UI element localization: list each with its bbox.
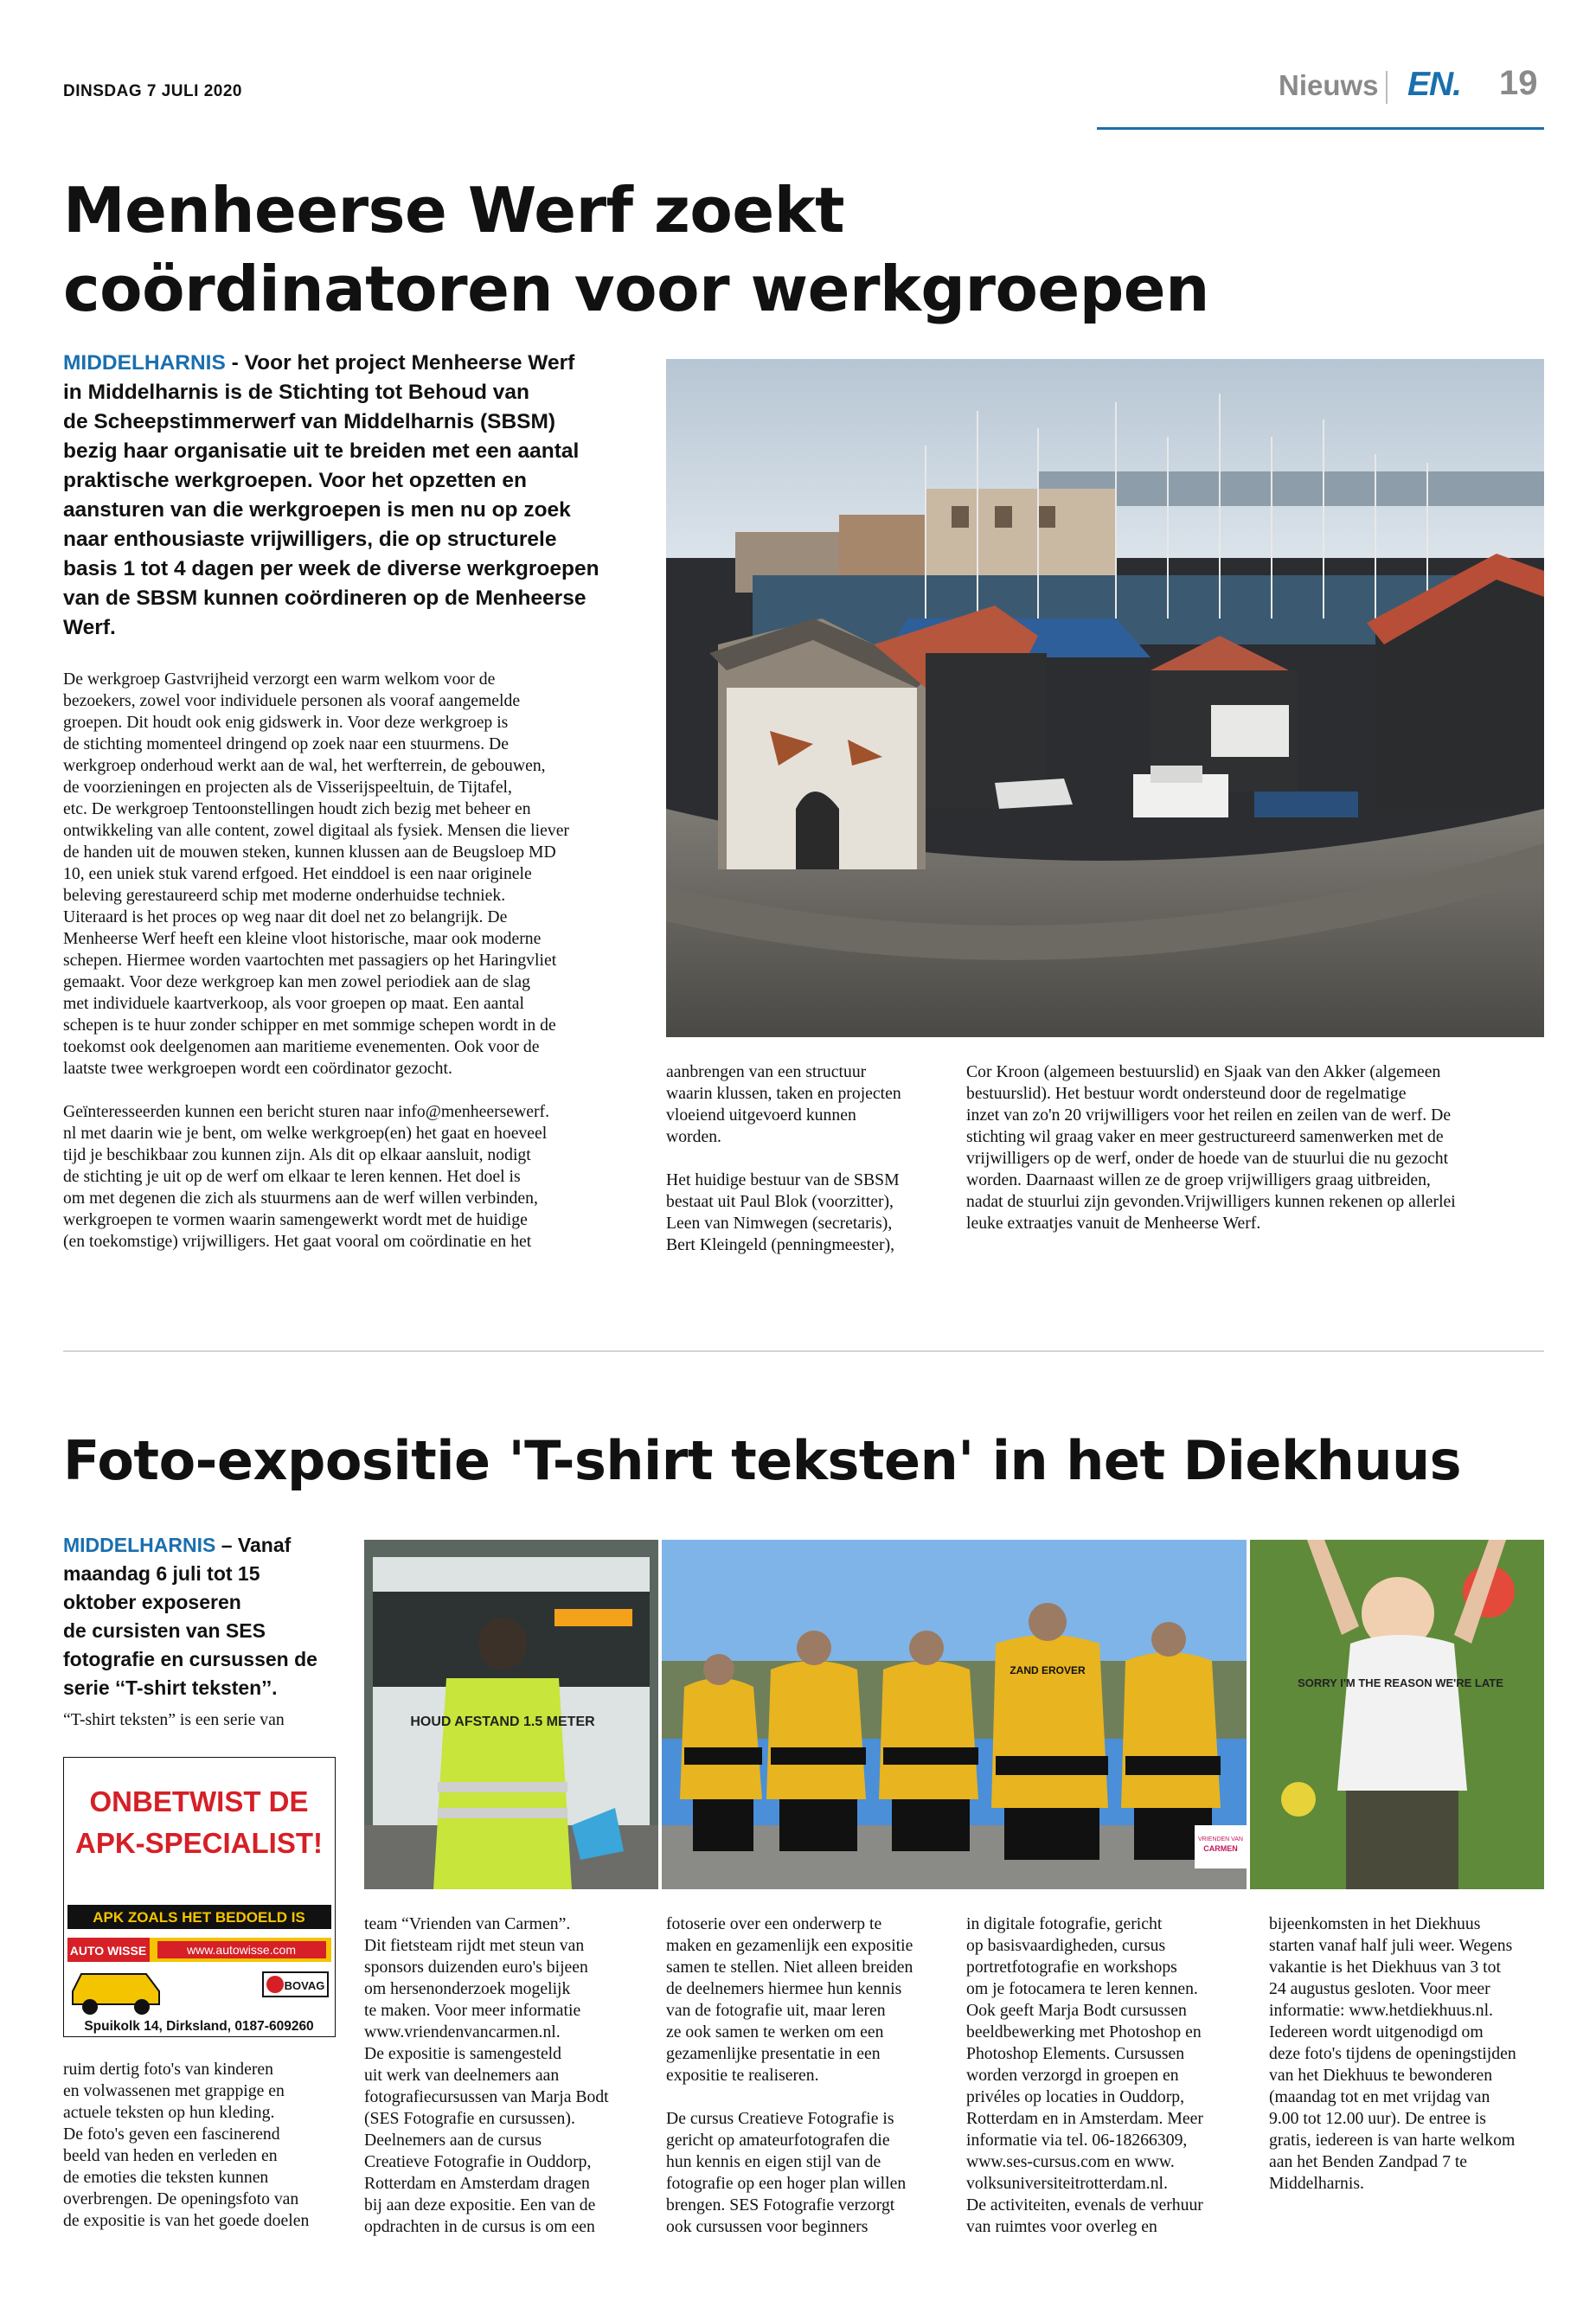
header-rule [1097,127,1544,130]
body-paragraph: aanbrengen van een structuur waarin klussen, taken en projecten vloeiend uitgevoerd kunnen worden. [666,1062,901,1146]
intro-line: basis 1 tot 4 dagen per week de diverse werkgroepen [63,557,599,580]
jersey-text: ZAND EROVER [1010,1664,1086,1676]
body-paragraph: fotoserie over een onderwerp te maken en gezamenlijk een expositie samen te stellen. Niet alleen breiden de deelnemers hiermee hun kennis van de fotografie uit, maar leren ze ook samen te werken om een gezamenlijke presentatie in een expositie te realiseren. [666,1914,913,2085]
intro-line: Werf. [63,616,116,639]
article2-intro [63,1531,357,1702]
article1-column-3 [966,1061,1554,1256]
headline-line: coördinatoren voor werkgroepen [63,253,1209,325]
intro-line: fotografie en cursussen de [63,1648,317,1670]
intro-line: maandag 6 juli tot 15 [63,1562,260,1585]
photo-strip-illustration [364,1540,1544,1889]
body-paragraph: Cor Kroon (algemeen bestuurslid) en Sjaak van den Akker (algemeen bestuurslid). Het bestuur wordt ondersteund door de regelmatige inzet van zo'n 20 vrijwilligers voor het reilen en zeilen van de werf. De stichting wil graag vaker en meer gestructureerd samenwerken met de vrijwilligers op de werf, onder de hoede van de stuurlui die nu gezocht worden. Daarnaast willen ze de groep vrijwilligers graag uitbreiden, nadat de stuurlui zijn gevonden.Vrijwilligers kunnen rekenen op allerlei leuke extraatjes vanuit de Menheerse Werf. [966,1062,1456,1233]
article2-column-3 [666,1913,952,2259]
ad-banner: APK ZOALS HET BEDOELD IS [93,1909,305,1926]
intro-place: MIDDELHARNIS [63,1534,216,1556]
intro-line: aansturen van die werkgroepen is men nu op zoek [63,498,571,522]
article2-column-2 [364,1913,650,2259]
body-paragraph: bijeenkomsten in het Diekhuus starten vanaf half juli weer. Wegens vakantie is het Diekhuus van 3 tot 24 augustus gesloten. Voor meer informatie: www.hetdiekhuus.nl. Iedereen wordt uitgenodigd om deze foto's tijdens de openingstijden van het Diekhuus te bewonderen (maandag tot en met vrijdag van 9.00 tot 12.00 uur). De entree is gratis, iedereen is van harte welkom aan het Benden Zandpad 7 te Middelharnis. [1269,1914,1516,2193]
ad-bovag: BOVAG [284,1979,325,1992]
body-paragraph: in digitale fotografie, gericht op basisvaardigheden, cursus portretfotografie en workshops om je fotocamera te leren kennen. Ook geeft Marja Bodt cursussen beeldbewerking met Photoshop en Photoshop Elements. Cursussen worden verzorgd in groepen en privéles op locaties in Ouddorp, Rotterdam en in Amsterdam. Meer informatie via tel. 06-18266309, www.ses-cursus.com en www. volksuniversiteitrotterdam.nl. De activiteiten, evenals de verhuur van ruimtes voor overleg en [966,1914,1203,2236]
intro-line: praktische werkgroepen. Voor het opzetten en [63,469,527,492]
article2-column-5 [1269,1913,1554,2216]
article1-column-1 [63,669,651,1274]
article1-headline [63,171,1534,329]
article1-intro [63,349,651,643]
apk-advertisement[interactable] [63,1757,336,2037]
intro-line: MIDDELHARNIS – Vanaf [63,1534,292,1556]
article2-column-4 [966,1913,1252,2259]
body-paragraph: Het huidige bestuur van de SBSM bestaat uit Paul Blok (voorzitter), Leen van Nimwegen (secretaris), Bert Kleingeld (penningmeester), [666,1170,900,1254]
body-paragraph: De werkgroep Gastvrijheid verzorgt een warm welkom voor de bezoekers, zowel voor individuele personen als vooraf aangemelde groepen. Dit houdt ook enig gidswerk in. Voor deze werkgroep is de stichting momenteel dringend op zoek naar een stuurmens. De werkgroep onderhoud werkt aan de wal, het werfterrein, de gebouwen, de voorzieningen en projecten als de Visserijspeeltuin, de Tijtafel, etc. De werkgroep Tentoonstellingen houdt zich bezig met beheer en ontwikkeling van alle content, zowel digitaal als fysiek. Mensen die liever de handen uit de mouwen steken, kunnen klussen aan de Beugsloep MD 10, een uniek stuk varend erfgoed. Het einddoel is een naar originele beleving gerestaureerd schip met moderne onderhuidse techniek. Uiteraard is het proces op weg naar dit doel net zo belangrijk. De Menheerse Werf heeft een kleine vloot historische, maar ook moderne schepen. Hiermee worden vaartochten met passagiers op het Haringvliet gemaakt. Voor deze werkgroep kan men zowel periodiek aan de slag met individuele kaartverkoop, als voor groepen op maat. Een aantal schepen is te huur zonder schipper en met sommige schepen wordt in de toekomst ook deelgenomen aan maritieme evenementen. Ook voor de laatste twee werkgroepen wordt een coördinator gezocht. [63,670,569,1078]
ad-url: www.autowisse.com [186,1943,297,1957]
harbor-photo [666,359,1544,1037]
ad-brand: AUTO WISSE [69,1944,147,1958]
headline-line: Menheerse Werf zoekt [63,174,845,247]
body-paragraph: Geïnteresseerden kunnen een bericht sturen naar info@menheersewerf. nl met daarin wie je bent, om welke werkgroep(en) het gaat en hoeveel tijd je beschikbaar zou kunnen zijn. Als dit op elkaar aansluit, nodigt de stichting je uit op de werf om elkaar te leren kennen. Het doel is om met degenen die zich als stuurmens aan de werf willen verbinden, werkgroepen te vormen waarin samengewerkt wordt met de huidige (en toekomstige) vrijwilligers. Het gaat vooral om coördinatie en het [63,1102,550,1251]
intro-place: MIDDELHARNIS [63,351,226,375]
ad-headline-1: ONBETWIST DE [89,1785,309,1817]
harbor-photo-illustration [666,359,1544,1037]
issue-date: DINSDAG 7 JULI 2020 [63,82,242,100]
intro-line: MIDDELHARNIS - Voor het project Menheerse Werf [63,351,575,375]
intro-line: de cursisten van SES [63,1619,266,1642]
page-number: 19 [1499,64,1538,102]
shirt-text: SORRY I'M THE REASON WE'RE LATE [1298,1676,1503,1689]
carmen-sign-text-1: VRIENDEN VAN [1198,1836,1243,1843]
intro-line: in Middelharnis is de Stichting tot Behoud van [63,381,530,404]
intro-line: oktober exposeren [63,1591,241,1613]
ad-address: Spuikolk 14, Dirksland, 0187-609260 [84,2019,314,2034]
intro-line: naar enthousiaste vrijwilligers, die op structurele [63,528,557,551]
body-paragraph: ruim dertig foto's van kinderen en volwassenen met grappige en actuele teksten op hun kleding. De foto's geven een fascinerend beeld van heden en verleden en de emoties die teksten kunnen overbrengen. De openingsfoto van de expositie is van het goede doelen [63,2060,310,2230]
article1-column-2 [666,1061,952,1278]
ad-headline-2: APK-SPECIALIST! [74,1827,324,1859]
photo-strip [364,1540,1544,1889]
newspaper-logo[interactable]: EN. [1407,66,1462,103]
section-label[interactable]: Nieuws [1279,69,1379,101]
article2-headline: Foto-expositie 'T-shirt teksten' in het Diekhuus [63,1429,1462,1492]
body-paragraph: team “Vrienden van Carmen”. Dit fietsteam rijdt met steun van sponsors duizenden euro's bijeen om hersenonderzoek mogelijk te maken. Voor meer informatie www.vriendenvancarmen.nl. De expositie is samengesteld uit werk van deelnemers aan fotografiecursussen van Marja Bodt (SES Fotografie en cursussen). Deelnemers aan de cursus Creatieve Fotografie in Ouddorp, Rotterdam en Amsterdam dragen bij aan deze expositie. Een van de opdrachten in de cursus is om een [364,1914,609,2236]
article-divider [63,1350,1544,1352]
article2-column-1-top: “T-shirt teksten” is een serie van [63,1710,285,1729]
ad-artwork [64,1758,335,2036]
intro-line: van de SBSM kunnen coördineren op de Menheerse [63,586,586,610]
carmen-sign-text-2: CARMEN [1203,1844,1238,1853]
intro-line: de Scheepstimmerwerf van Middelharnis (SBSM) [63,410,556,433]
header-separator [1386,71,1388,104]
intro-line: serie ‘‘T-shirt teksten’’. [63,1676,278,1699]
body-paragraph: De cursus Creatieve Fotografie is gericht op amateurfotografen die hun kennis en eigen stijl van de fotografie op een hoger plan willen brengen. SES Fotografie verzorgt ook cursussen voor beginners [666,2109,907,2236]
intro-line: bezig haar organisatie uit te breiden met een aantal [63,439,580,463]
article2-column-1 [63,2059,357,2253]
vest-text: HOUD AFSTAND 1.5 METER [410,1715,595,1729]
